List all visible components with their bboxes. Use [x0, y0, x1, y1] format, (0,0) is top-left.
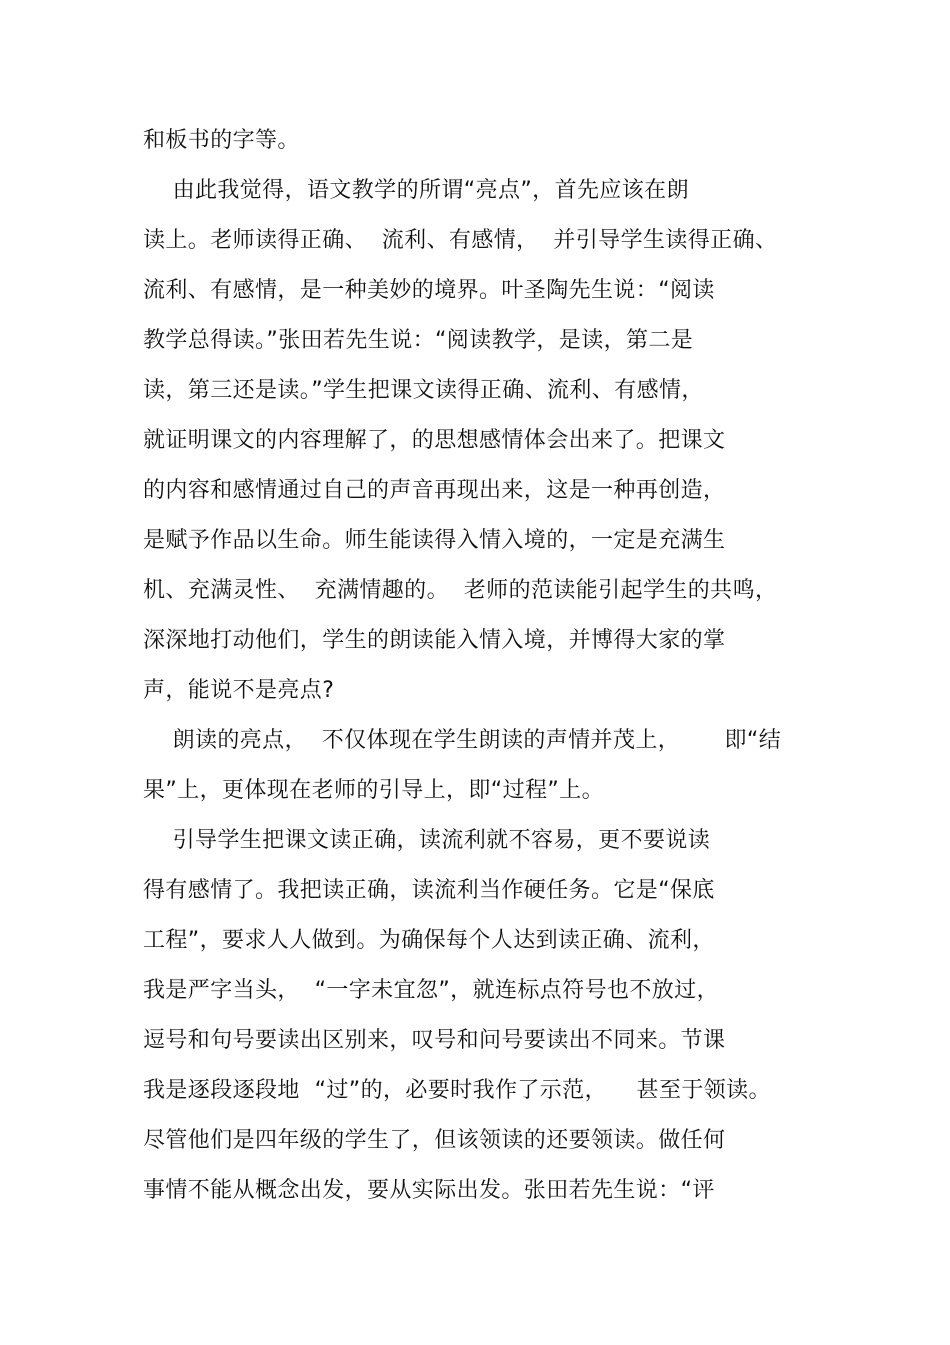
- text-line: 朗读的亮点， 不仅体现在学生朗读的声情并茂上， 即“结: [143, 728, 782, 753]
- text-line: 就证明课文的内容理解了，的思想感情体会出来了。把课文: [143, 428, 726, 453]
- text-line: 逗号和句号要读出区别来，叹号和问号要读出不同来。节课: [143, 1028, 726, 1053]
- text-line: 我是严字当头， “一字未宜忽”，就连标点符号也不放过，: [143, 978, 719, 1003]
- text-line: 流利、有感情，是一种美妙的境界。叶圣陶先生说：“阅读: [143, 278, 715, 303]
- text-line: 读上。老师读得正确、 流利、有感情， 并引导学生读得正确、: [143, 228, 778, 253]
- text-line: 事情不能从概念出发，要从实际出发。张田若先生说：“评: [143, 1178, 715, 1203]
- text-line: 和板书的字等。: [143, 128, 300, 153]
- text-line: 引导学生把课文读正确，读流利就不容易，更不要说读: [143, 828, 711, 853]
- text-line: 声，能说不是亮点?: [143, 678, 335, 703]
- text-line: 是赋予作品以生命。师生能读得入情入境的，一定是充满生: [143, 528, 726, 553]
- text-line: 教学总得读。”张田若先生说：“阅读教学，是读，第二是: [143, 328, 694, 353]
- text-line: 机、充满灵性、 充满情趣的。 老师的范读能引起学生的共鸣，: [143, 578, 778, 603]
- text-line: 由此我觉得，语文教学的所谓“亮点”，首先应该在朗: [143, 178, 689, 203]
- text-line: 读，第三还是读。”学生把课文读得正确、流利、有感情，: [143, 378, 704, 403]
- text-line: 工程”，要求人人做到。为确保每个人达到读正确、流利，: [143, 928, 715, 953]
- text-line: 的内容和感情通过自己的声音再现出来，这是一种再创造，: [143, 478, 726, 503]
- text-line: 尽管他们是四年级的学生了，但该领读的还要领读。做任何: [143, 1128, 726, 1153]
- text-line: 得有感情了。我把读正确，读流利当作硬任务。它是“保底: [143, 878, 715, 903]
- text-line: 我是逐段逐段地 “过”的，必要时我作了示范， 甚至于领读。: [143, 1078, 771, 1103]
- text-line: 深深地打动他们，学生的朗读能入情入境，并博得大家的掌: [143, 628, 726, 653]
- text-line: 果”上，更体现在老师的引导上，即“过程”上。: [143, 778, 604, 803]
